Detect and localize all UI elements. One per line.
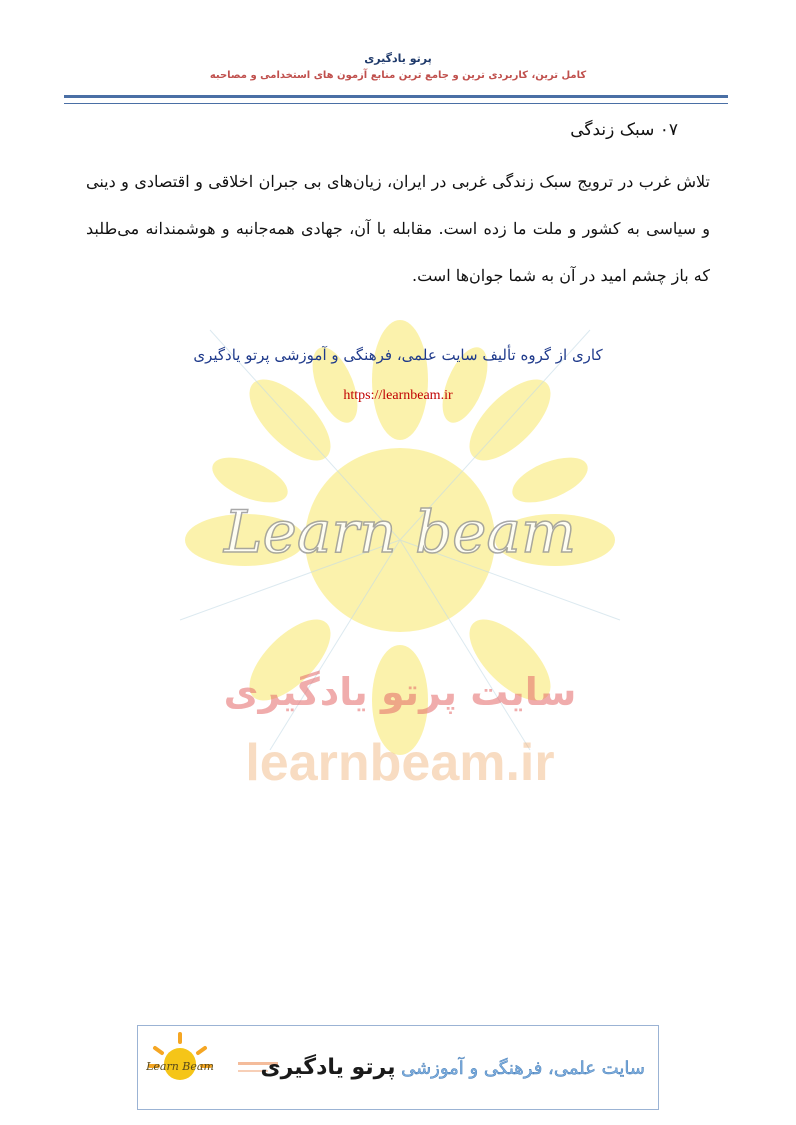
section-heading: ۰۷ سبک زندگی <box>570 120 678 140</box>
watermark-persian-text: سایت پرتو یادگیری <box>223 670 577 714</box>
footer-logo-text: Learn Beam <box>146 1060 214 1073</box>
section-paragraph: تلاش غرب در ترویج سبک زندگی غربی در ایران، زیان‌های بی جبران اخلاقی و اقتصادی و دینی و سیاسی به کشور و ملت ما زده است. مقابله با آن، جهادی همه‌جانبه و هوشمندانه می‌طلبد که باز چشم امید در آن به شما جوان‌ها است. <box>86 172 710 285</box>
credit-line: کاری از گروه تألیف سایت علمی، فرهنگی و آموزشی پرتو یادگیری <box>193 346 603 364</box>
watermark-sun-logo <box>150 290 650 810</box>
header-subtitle: کامل ترین، کاربردی ترین و جامع ترین منابع آزمون های استخدامی و مصاحبه <box>209 70 587 81</box>
footer-brand-text: پرتو یادگیری <box>260 1055 396 1080</box>
watermark-domain-text: learnbeam.ir <box>245 734 555 792</box>
header-rule <box>64 95 728 104</box>
footer-tagline: سایت علمی، فرهنگی و آموزشی <box>401 1058 645 1079</box>
watermark-script-text: Learn beam <box>224 498 576 566</box>
header-title: پرتو یادگیری <box>364 52 432 65</box>
credit-link[interactable]: https://learnbeam.ir <box>343 388 453 403</box>
footer-banner <box>137 1025 659 1110</box>
footer-sun-icon <box>150 1034 210 1080</box>
